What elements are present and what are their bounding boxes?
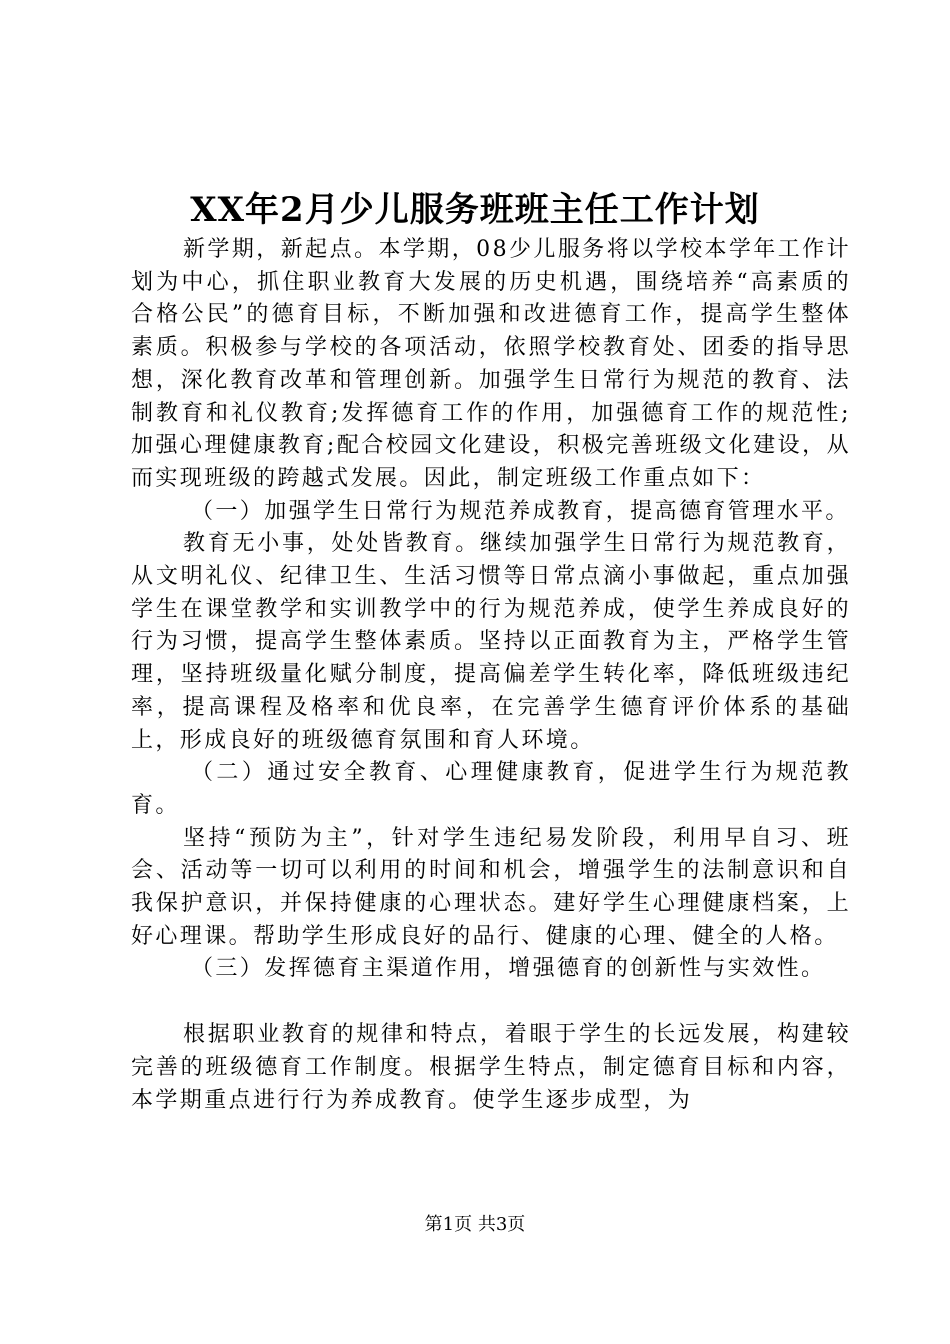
document-title: XX年2月少儿服务班班主任工作计划 xyxy=(190,190,760,230)
paragraph-section-2: 坚持“预防为主”，针对学生违纪易发阶段，利用早自习、班会、活动等一切可以利用的时间和机会，增强学生的法制意识和自我保护意识，并保持健康的心理状态。建好学生心理健康档案，上好心理课。帮助学生形成良好的品行、健康的心理、健全的人格。 xyxy=(131,825,851,949)
paragraph-section-1: 教育无小事，处处皆教育。继续加强学生日常行为规范教育，从文明礼仪、纪律卫生、生活习惯等日常点滴小事做起，重点加强学生在课堂教学和实训教学中的行为规范养成，使学生养成良好的行为习惯，提高学生整体素质。坚持以正面教育为主，严格学生管理，坚持班级量化赋分制度，提高偏差学生转化率，降低班级违纪率，提高课程及格率和优良率，在完善学生德育评价体系的基础上，形成良好的班级德育氛围和育人环境。 xyxy=(131,531,851,753)
paragraph-spacer xyxy=(131,986,851,1019)
section-heading-1: （一）加强学生日常行为规范养成教育，提高德育管理水平。 xyxy=(191,498,850,524)
paragraph-intro: 新学期，新起点。本学期，08少儿服务将以学校本学年工作计划为中心，抓住职业教育大发展的历史机遇，围绕培养“高素质的合格公民”的德育目标，不断加强和改进德育工作，提高学生整体素质。积极参与学校的各项活动，依照学校教育处、团委的指导思想，深化教育改革和管理创新。加强学生日常行为规范的教育、法制教育和礼仪教育;发挥德育工作的作用，加强德育工作的规范性;加强心理健康教育;配合校园文化建设，积极完善班级文化建设，从而实现班级的跨越式发展。因此，制定班级工作重点如下： xyxy=(131,237,851,491)
page-footer: 第1页 共3页 xyxy=(424,1214,526,1235)
section-heading-2: （二）通过安全教育、心理健康教育，促进学生行为规范教育。 xyxy=(131,760,851,818)
paragraph-section-3: 根据职业教育的规律和特点，着眼于学生的长远发展，构建较完善的班级德育工作制度。根据学生特点，制定德育目标和内容，本学期重点进行行为养成教育。使学生逐步成型，为 xyxy=(131,1022,851,1113)
document-body xyxy=(131,234,851,1117)
section-heading-3: （三）发挥德育主渠道作用，增强德育的创新性与实效性。 xyxy=(191,956,826,982)
